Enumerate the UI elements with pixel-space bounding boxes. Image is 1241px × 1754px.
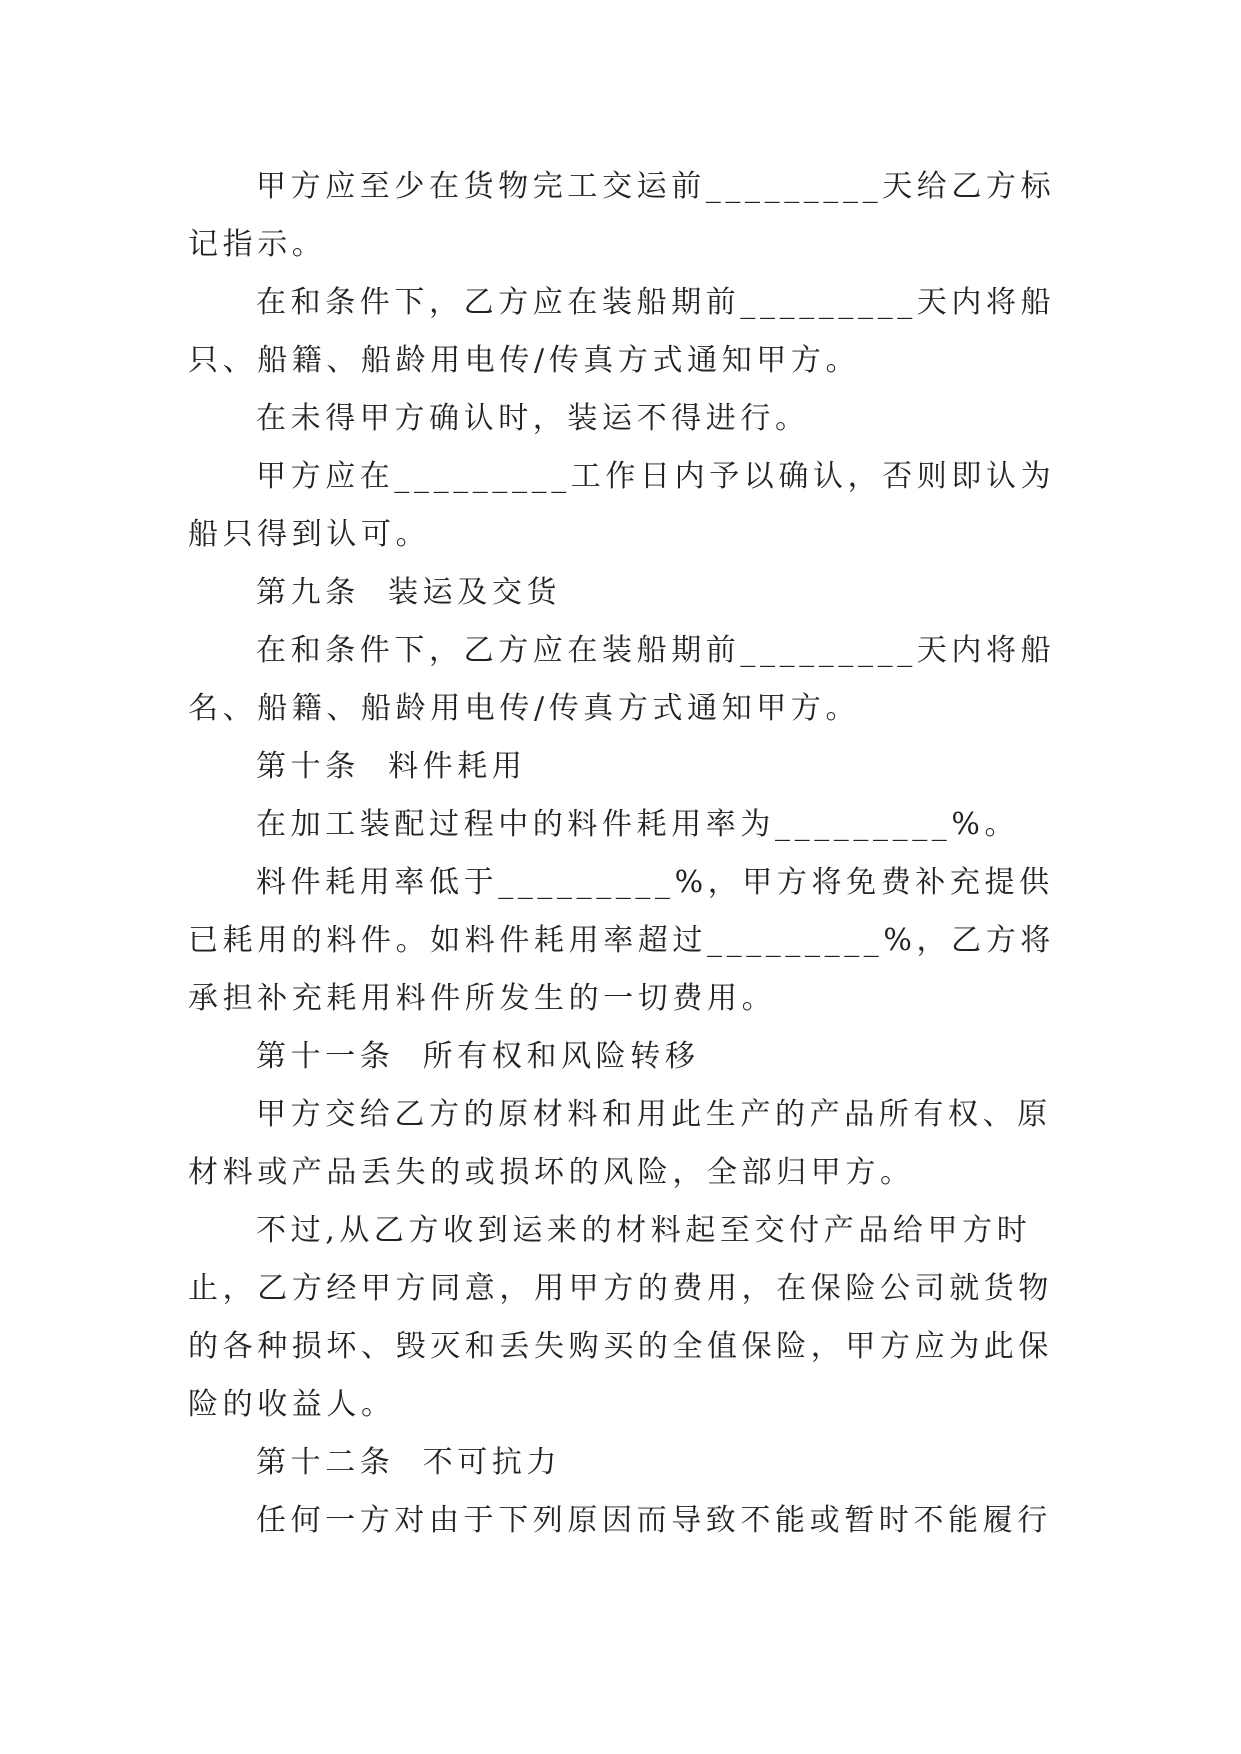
paragraph: 在和条件下，乙方应在装船期前_________天内将船只、船籍、船龄用电传/传真方式通知甲方。	[188, 285, 1056, 378]
paragraph: 不过,从乙方收到运来的材料起至交付产品给甲方时止，乙方经甲方同意，用甲方的费用，在保险公司就货物的各种损坏、毁灭和丢失购买的全值保险，甲方应为此保险的收益人。	[188, 1213, 1053, 1422]
paragraph: 任何一方对由于下列原因而导致不能或暂时不能履行	[256, 1503, 1052, 1538]
section-heading: 第十一条 所有权和风险转移	[256, 1039, 700, 1074]
document-body	[188, 158, 1058, 1550]
paragraph: 在未得甲方确认时，装运不得进行。	[256, 401, 810, 436]
paragraph: 甲方应至少在货物完工交运前_________天给乙方标记指示。	[188, 169, 1056, 262]
paragraph: 甲方交给乙方的原材料和用此生产的产品所有权、原材料或产品丢失的或损坏的风险，全部归甲方。	[188, 1097, 1052, 1190]
section-heading: 第十条 料件耗用	[256, 749, 527, 784]
paragraph: 料件耗用率低于_________%，甲方将免费补充提供已耗用的料件。如料件耗用率超过_________%，乙方将承担补充耗用料件所发生的一切费用。	[188, 865, 1055, 1016]
paragraph: 在和条件下，乙方应在装船期前_________天内将船名、船籍、船龄用电传/传真方式通知甲方。	[188, 633, 1056, 726]
paragraph: 甲方应在_________工作日内予以确认，否则即认为船只得到认可。	[188, 459, 1056, 552]
paragraph: 在加工装配过程中的料件耗用率为_________%。	[256, 807, 1020, 842]
section-heading: 第九条 装运及交货	[256, 575, 562, 610]
section-heading: 第十二条 不可抗力	[256, 1445, 562, 1480]
